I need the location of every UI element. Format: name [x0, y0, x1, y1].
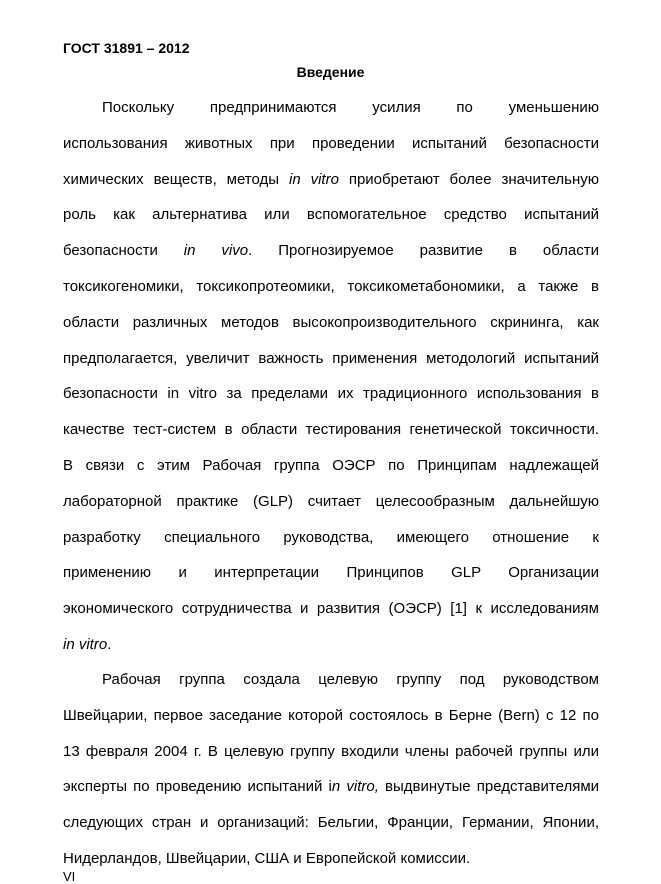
text-line: роль как альтернатива или вспомогательное средство испытаний: [63, 206, 599, 224]
text-line: лабораторной практике (GLP) считает целесообразным дальнейшую: [63, 492, 599, 510]
text-line: экономического сотрудничества и развития (ОЭСР) [1] к исследованиям: [63, 600, 599, 618]
text-line: применению и интерпретации Принципов GLP Организации: [63, 564, 599, 582]
text-line: использования животных при проведении испытаний безопасности: [63, 134, 599, 152]
text-line: В связи с этим Рабочая группа ОЭСР по Принципам надлежащей: [63, 457, 599, 474]
text-line: безопасности in vivo. Прогнозируемое развитие в области: [63, 242, 599, 260]
text-line: качестве тест-систем в области тестирования генетической токсичности.: [63, 421, 599, 439]
text-line: токсикогеномики, токсикопротеомики, токсикометабономики, а также в: [63, 278, 599, 295]
text-line: Поскольку предпринимаются усилия по уменьшению: [102, 99, 599, 116]
text-line: безопасности in vitro за пределами их традиционного использования в: [63, 385, 599, 403]
text-line: предполагается, увеличит важность применения методологий испытаний: [63, 349, 599, 367]
text-line: Рабочая группа создала целевую группу под руководством: [102, 671, 599, 688]
text-line: Нидерландов, Швейцарии, США и Европейской комиссии.: [63, 850, 471, 867]
text-line: области различных методов высокопроизводительного скрининга, как: [63, 313, 599, 331]
text-line: Швейцарии, первое заседание которой состоялось в Берне (Bern) с 12 по: [63, 706, 599, 724]
text-line: разработку специального руководства, имеющего отношение к: [63, 528, 599, 546]
standard-header: ГОСТ 31891 – 2012: [63, 40, 190, 56]
text-line: химических веществ, методы in vitro приобретают более значительную: [63, 170, 600, 188]
text-line: эксперты по проведению испытаний in vitro, выдвинутые представителями: [63, 778, 600, 796]
text-line: следующих стран и организаций: Бельгии, Франции, Германии, Японии,: [63, 814, 599, 832]
page-number: VI: [63, 869, 76, 884]
text-line: in vitro.: [63, 636, 112, 653]
text-line: 13 февраля 2004 г. В целевую группу входили члены рабочей группы или: [63, 742, 599, 760]
section-title: Введение: [296, 64, 365, 80]
